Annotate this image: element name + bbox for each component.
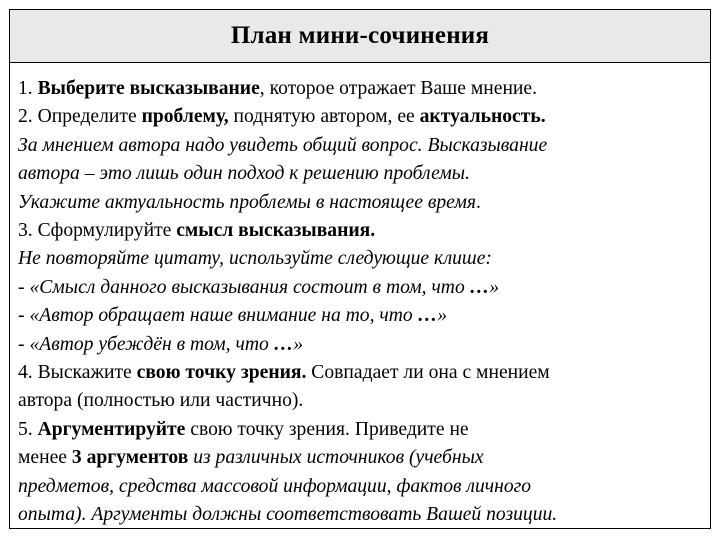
plan-line xyxy=(18,274,702,302)
plan-text: Совпадает ли она с мнением xyxy=(306,362,550,384)
plan-text: автора – это лишь один подход к решению проблемы. xyxy=(18,163,470,185)
plan-text: » xyxy=(489,276,500,298)
plan-line xyxy=(18,473,702,501)
plan-text: «Автор убеждён в том, что xyxy=(29,333,274,355)
plan-line xyxy=(18,359,702,387)
plan-line xyxy=(18,189,702,217)
plan-text: свою точку зрения. Приведите не xyxy=(185,418,469,440)
plan-body xyxy=(10,63,710,530)
plan-text: автора (полностью или частично). xyxy=(18,390,304,412)
emphasis-text: … xyxy=(417,305,438,327)
plan-text: 3. Сформулируйте xyxy=(18,220,177,242)
plan-text: из различных источников (учебных xyxy=(193,447,484,469)
plan-table xyxy=(9,9,711,529)
plan-text: 1. xyxy=(18,78,38,99)
emphasis-text: … xyxy=(469,276,490,298)
plan-line xyxy=(18,416,702,444)
plan-line xyxy=(18,103,702,131)
plan-line xyxy=(18,331,702,359)
plan-text: » xyxy=(437,305,447,327)
plan-text: «Автор обращает наше внимание на то, что xyxy=(29,305,418,327)
plan-line xyxy=(18,245,702,273)
plan-line xyxy=(18,217,702,245)
plan-line xyxy=(18,501,702,529)
plan-line xyxy=(18,75,702,103)
page-title: План мини-сочинения xyxy=(230,22,490,49)
plan-text: - xyxy=(18,333,30,355)
plan-text: опыта). Аргументы должны соответствовать Вашей позиции. xyxy=(18,504,558,526)
emphasis-text: смысл высказывания. xyxy=(176,220,376,242)
emphasis-text: Выберите высказывание xyxy=(37,78,260,99)
plan-text: Не повторяйте цитату, используйте следующие клише: xyxy=(18,248,492,270)
plan-text: 2. Определите xyxy=(18,106,142,128)
plan-line xyxy=(18,132,702,160)
emphasis-text: … xyxy=(273,333,294,355)
plan-line xyxy=(18,387,702,415)
emphasis-text: свою точку зрения. xyxy=(136,362,307,384)
emphasis-text: 3 аргументов xyxy=(71,447,189,469)
plan-text: » xyxy=(293,333,304,355)
plan-text: поднятую автором, ее xyxy=(228,106,420,128)
emphasis-text: проблему, xyxy=(141,106,229,128)
plan-text: 5. xyxy=(18,418,38,440)
plan-text: 4. Выскажите xyxy=(18,362,137,384)
plan-line xyxy=(18,444,702,472)
plan-text: Укажите актуальность проблемы в настоящее время xyxy=(18,191,476,213)
plan-text: . xyxy=(475,191,481,213)
plan-text: менее xyxy=(18,447,72,469)
plan-text: За мнением автора надо увидеть общий вопрос. Высказывание xyxy=(18,134,548,156)
plan-text: предметов, средства массовой информации, фактов личного xyxy=(18,475,532,497)
plan-text: - xyxy=(18,305,30,327)
plan-text: , которое отражает Ваше мнение. xyxy=(259,78,538,99)
emphasis-text: актуальность. xyxy=(419,106,546,128)
plan-text: - xyxy=(18,276,30,298)
plan-text: «Смысл данного высказывания состоит в том, что xyxy=(29,276,470,298)
table-header xyxy=(10,10,710,63)
plan-line xyxy=(18,302,702,330)
emphasis-text: Аргументируйте xyxy=(37,418,186,440)
plan-line xyxy=(18,160,702,188)
